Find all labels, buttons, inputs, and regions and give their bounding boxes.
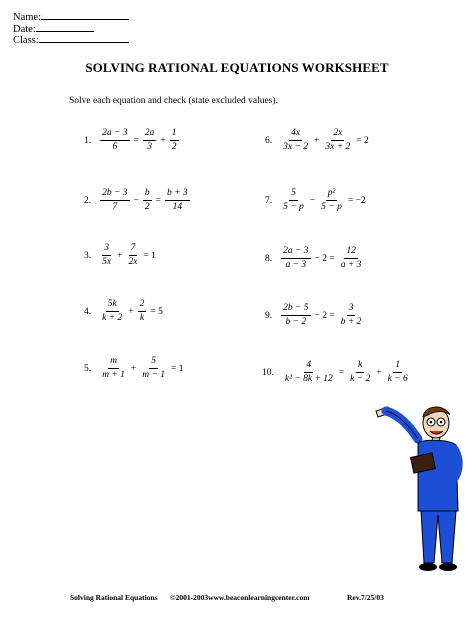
problem-number: 2. [84,195,92,206]
numerator: m [108,356,119,369]
problem-number: 3. [84,250,92,261]
class-blank[interactable] [39,32,129,43]
denominator: b − 2 [285,317,307,327]
date-label: Date: [13,24,36,35]
fraction [100,128,129,153]
footer-title: Solving Rational Equations [70,593,158,602]
problem-7 [265,188,368,213]
denominator: 5 − p [283,202,304,212]
operator: − [309,195,316,206]
denominator: 5x [102,257,112,267]
numerator: 3 [347,303,356,316]
fraction [339,303,364,328]
operator: = 2 [356,135,369,146]
fraction [126,243,139,268]
numerator: 2b − 3 [100,188,129,201]
numerator: 5k [106,299,119,312]
denominator: k + 2 [102,313,123,323]
numerator: 7 [129,243,138,256]
operator: − 2 = [314,310,335,321]
numerator: 12 [344,246,358,259]
fraction [386,360,410,385]
operator: + [314,135,320,146]
problem-number: 4. [84,306,92,317]
problem-8 [265,246,365,271]
fraction [170,128,179,153]
footer-revision: Rev.7/25/03 [347,593,384,602]
denominator: a − 3 [285,260,307,270]
denominator: 3x + 2 [325,142,351,152]
worksheet-title: SOLVING RATIONAL EQUATIONS WORKSHEET [85,60,389,75]
fraction [100,188,129,213]
fraction [165,188,190,213]
operator: + [130,363,137,374]
numerator: 3 [102,243,111,256]
fraction [100,243,113,268]
denominator: 2x [128,257,138,267]
problem-5 [84,356,186,381]
numerator: 4x [289,128,302,141]
problem-2 [84,188,192,213]
operator: + [160,135,166,146]
problem-number: 9. [265,310,273,321]
class-field [13,32,129,47]
fraction [281,246,310,271]
operator: = 5 [150,306,163,317]
problem-number: 5. [84,363,92,374]
denominator: k − 2 [350,374,371,384]
problem-number: 6. [265,135,273,146]
numerator: 1 [393,360,402,373]
problem-number: 10. [262,367,274,378]
numerator: 2x [331,128,344,141]
numerator: k [356,360,364,373]
problem-3 [84,243,158,268]
problem-number: 8. [265,253,273,264]
operator: − [133,195,139,206]
denominator: m − 1 [142,370,166,380]
denominator: 2 [144,202,150,212]
denominator: 5 − p [321,202,342,212]
denominator: 3 [147,142,153,152]
numerator: 4 [304,360,313,373]
problem-10 [262,360,412,385]
name-blank[interactable] [41,9,129,20]
footer-copyright: ©2001-2003www.beaconlearningcenter.com [170,593,310,602]
problem-number: 1. [84,135,92,146]
denominator: 3x − 2 [283,142,309,152]
numerator: 1 [170,128,179,141]
operator: = 1 [171,363,184,374]
numerator: 5 [149,356,158,369]
operator: = [133,135,139,146]
problem-6 [265,128,371,153]
fraction [348,360,372,385]
fraction [143,188,152,213]
date-blank[interactable] [36,21,94,32]
instructions: Solve each equation and check (state excluded values). [69,96,278,106]
problem-9 [265,303,365,328]
name-label: Name: [13,12,41,23]
fraction [339,246,364,271]
denominator: 2 [171,142,177,152]
denominator: k² − 8k + 12 [284,374,333,384]
numerator: 2b − 5 [281,303,310,316]
denominator: 7 [112,202,118,212]
fraction [140,356,167,381]
fraction [323,128,352,153]
fraction [281,128,310,153]
problem-1 [84,128,181,153]
denominator: 14 [172,202,183,212]
operator: = [338,367,345,378]
fraction [283,360,335,385]
operator: = 1 [143,250,156,261]
teacher-illustration [366,393,466,583]
numerator: 2a − 3 [100,128,129,141]
denominator: 6 [112,142,118,152]
problem-4 [84,299,165,324]
operator: − 2 = [314,253,335,264]
fraction [138,299,147,324]
fraction [100,356,127,381]
denominator: k − 6 [387,374,408,384]
numerator: b [143,188,152,201]
fraction [281,303,310,328]
denominator: m + 1 [102,370,125,380]
numerator: 5 [289,188,298,201]
operator: + [376,367,382,378]
class-label: Class: [13,35,39,46]
numerator: 2a − 3 [281,246,310,259]
numerator: p² [326,188,338,201]
fraction [143,128,157,153]
denominator: a + 3 [340,260,362,270]
denominator: k [139,313,145,323]
problem-number: 7. [265,195,273,206]
fraction [281,188,306,213]
operator: = −2 [347,195,366,206]
operator: + [117,250,123,261]
fraction [319,188,344,213]
fraction [100,299,124,324]
numerator: 2 [138,299,147,312]
denominator: b + 2 [340,317,362,327]
numerator: 2a [143,128,157,141]
numerator: b + 3 [165,188,190,201]
operator: = [155,195,162,206]
operator: + [128,306,134,317]
